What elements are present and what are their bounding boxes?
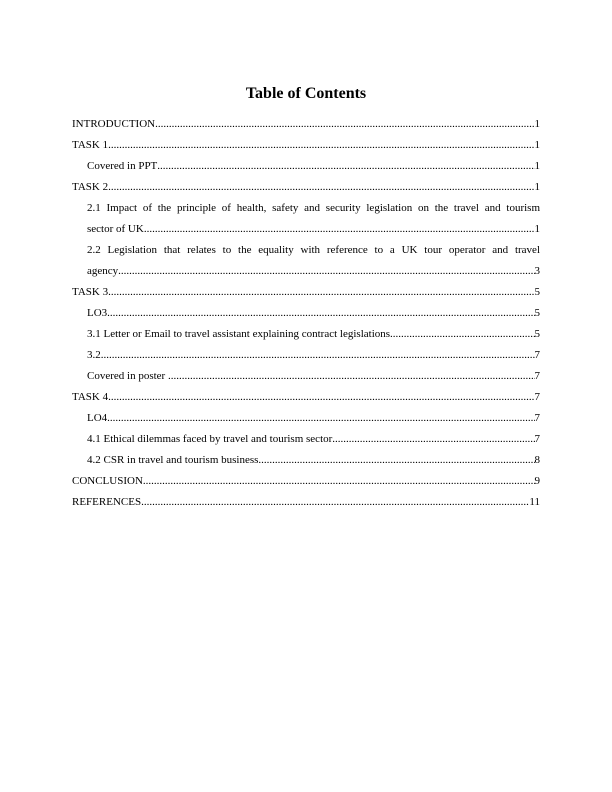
toc-entry-label: Covered in PPT (87, 160, 158, 172)
toc-entry-label: 4.2 CSR in travel and tourism business (87, 454, 259, 466)
toc-entry-label: LO3 (87, 307, 108, 319)
toc-entry-task-4[interactable] (72, 387, 540, 408)
toc-entry-4-2[interactable] (72, 450, 540, 471)
toc-leader-dots (144, 219, 535, 240)
toc-entry-3-2[interactable] (72, 345, 540, 366)
toc-page-number: 1 (534, 139, 540, 151)
toc-entry-label: INTRODUCTION (72, 118, 156, 130)
toc-entry-2-2[interactable] (72, 240, 540, 282)
toc-leader-dots (107, 303, 534, 324)
toc-entry-3-1[interactable] (72, 324, 540, 345)
toc-leader-dots (143, 471, 535, 492)
toc-page-number: 5 (534, 328, 540, 340)
toc-leader-dots (108, 387, 534, 408)
toc-entry-covered-in-ppt[interactable] (72, 156, 540, 177)
toc-leader-dots (155, 114, 534, 135)
toc-entry-label: REFERENCES (72, 496, 142, 508)
toc-page-number: 1 (534, 160, 540, 172)
toc-entry-label: 3.2 (87, 349, 101, 361)
toc-entry-lo3[interactable] (72, 303, 540, 324)
toc-leader-dots (141, 492, 529, 513)
toc-page-number: 7 (534, 370, 540, 382)
toc-page-number: 9 (534, 475, 540, 487)
toc-entry-conclusion[interactable] (72, 471, 540, 492)
toc-entry-covered-in-poster[interactable] (72, 366, 540, 387)
toc-page-number: 11 (529, 496, 540, 508)
toc-entry-4-1[interactable] (72, 429, 540, 450)
toc-leader-dots (157, 156, 534, 177)
toc-entry-label: 3.1 Letter or Email to travel assistant explaining contract legislations (87, 328, 391, 340)
toc-page-number: 5 (534, 286, 540, 298)
toc-entry-label-line2: sector of UK (87, 223, 144, 235)
toc-page-number: 7 (534, 349, 540, 361)
toc-entry-2-1[interactable] (72, 198, 540, 240)
toc-leader-dots (108, 177, 534, 198)
toc-entry-label: 4.1 Ethical dilemmas faced by travel and tourism sector (87, 433, 333, 445)
toc-leader-dots (390, 324, 534, 345)
toc-entry-label-line1: 2.1 Impact of the principle of health, safety and security legislation on the travel and tourism (87, 202, 540, 214)
toc-page-number: 3 (534, 265, 540, 277)
toc-page-number: 7 (534, 391, 540, 403)
toc-entry-label-line1: 2.2 Legislation that relates to the equality with reference to a UK tour operator and travel (87, 244, 540, 256)
toc-entry-label: TASK 4 (72, 391, 109, 403)
toc-entry-label: TASK 1 (72, 139, 109, 151)
toc-entry-label: TASK 3 (72, 286, 109, 298)
toc-entry-label: CONCLUSION (72, 475, 143, 487)
toc-entry-task-3[interactable] (72, 282, 540, 303)
toc-page-number: 1 (534, 223, 540, 235)
toc-entry-references[interactable] (72, 492, 540, 513)
toc-entry-label: LO4 (87, 412, 108, 424)
toc-list (72, 114, 540, 513)
toc-page-number: 7 (534, 433, 540, 445)
toc-entry-introduction[interactable] (72, 114, 540, 135)
toc-page-number: 1 (534, 181, 540, 193)
toc-page-number: 8 (534, 454, 540, 466)
toc-leader-dots (108, 282, 534, 303)
toc-leader-dots (107, 408, 534, 429)
toc-title: Table of Contents (245, 85, 367, 102)
toc-leader-dots (101, 345, 535, 366)
toc-leader-dots (118, 261, 534, 282)
toc-entry-label: Covered in poster (87, 370, 168, 382)
toc-leader-dots (108, 135, 534, 156)
toc-entry-task-1[interactable] (72, 135, 540, 156)
toc-entry-lo4[interactable] (72, 408, 540, 429)
toc-entry-label: TASK 2 (72, 181, 109, 193)
toc-entry-task-2[interactable] (72, 177, 540, 198)
toc-leader-dots (332, 429, 534, 450)
toc-leader-dots (168, 366, 535, 387)
toc-page-number: 1 (534, 118, 540, 130)
toc-page-number: 5 (534, 307, 540, 319)
toc-page-number: 7 (534, 412, 540, 424)
toc-leader-dots (258, 450, 534, 471)
toc-entry-label-line2: agency (87, 265, 119, 277)
